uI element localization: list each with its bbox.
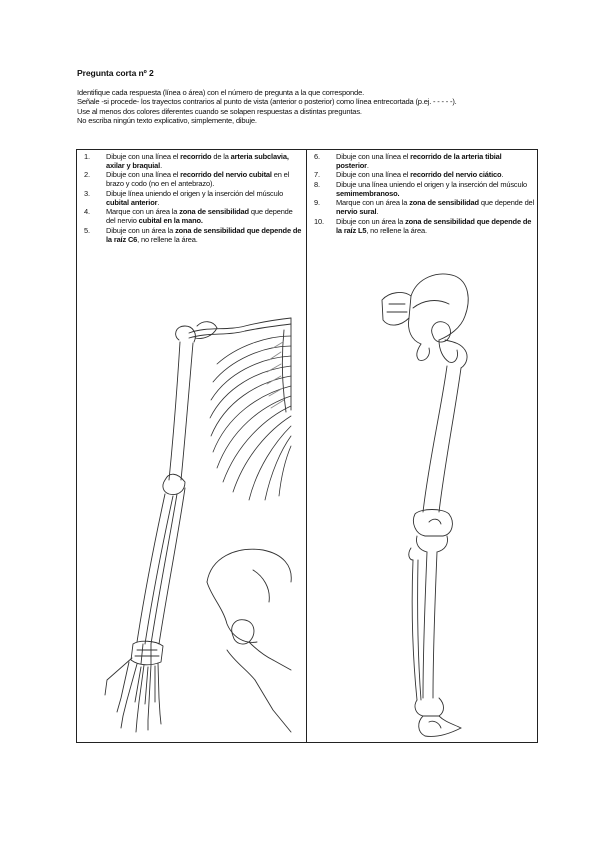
instructions	[77, 88, 539, 126]
question-text: , no rellene la área.	[366, 225, 427, 235]
question-number: 7.	[314, 170, 320, 180]
question-text: que depende del nervio	[106, 207, 293, 226]
question-keyword: arteria subclavia, axilar y braquial	[106, 152, 289, 170]
question-text: Dibuje una línea uniendo el origen y la inserción del músculo	[336, 179, 527, 189]
question-keyword: recorrido	[180, 152, 212, 161]
question-text: Marque con un área la	[106, 207, 180, 217]
question-title: Pregunta corta nº 2	[77, 68, 154, 78]
question-text: Dibuje con una línea el	[336, 152, 411, 161]
question-keyword: nervio sural	[336, 207, 377, 217]
question-text: .	[160, 160, 163, 170]
question-keyword: zona de sensibilidad que depende de la raíz C6	[106, 225, 302, 244]
question-text: .	[157, 197, 160, 207]
question-text: Dibuje con una línea el	[336, 170, 411, 180]
question-keyword: cubital anterior	[106, 197, 158, 207]
question-text: .	[366, 160, 369, 170]
question-keyword: zona de sensibilidad	[409, 198, 479, 208]
question-keyword: zona de sensibilidad que depende de la raíz L5	[336, 216, 532, 235]
question-number: 3.	[84, 188, 90, 198]
question-number: 4.	[84, 207, 90, 217]
question-number: 8.	[314, 179, 320, 189]
instruction-3: Use al menos dos colores diferentes cuando se solapen respuestas a distintas preguntas.	[77, 106, 362, 116]
question-keyword: recorrido del nervio ciático	[410, 170, 502, 180]
question-number: 9.	[314, 198, 320, 208]
question-text: , no rellene la área.	[137, 234, 198, 244]
question-text: Dibuje con una línea el	[106, 170, 181, 180]
question-text: Dibuje con un área la	[106, 225, 176, 235]
question-keyword: cubital en la mano.	[138, 216, 203, 226]
question-number: 6.	[314, 152, 320, 161]
answer-table	[76, 149, 538, 743]
question-number: 1.	[84, 152, 90, 161]
question-keyword: recorrido de la arteria tibial posterior	[336, 152, 502, 170]
question-text: Marque con un área la	[336, 198, 410, 208]
question-text: Dibuje línea uniendo el origen y la inserción del músculo	[106, 188, 284, 198]
question-text: que depende del	[478, 198, 535, 208]
question-text: Dibuje con un área la	[336, 216, 406, 226]
question-keyword: zona de sensibilidad	[179, 207, 249, 217]
question-text: .	[376, 207, 379, 217]
instruction-1: Identifique cada respuesta (línea o área) con el número de pregunta a la que corresponde.	[77, 88, 364, 97]
instruction-4: No escriba ningún texto explicativo, simplemente, dibuje.	[77, 116, 257, 126]
lower-limb-skeleton-drawing[interactable]	[77, 150, 537, 742]
question-keyword: semimembranoso.	[336, 188, 400, 198]
question-text: .	[501, 170, 504, 180]
question-number: 5.	[84, 225, 90, 235]
question-number: 10.	[314, 216, 324, 226]
question-text: Dibuje con una línea el	[106, 152, 181, 161]
question-text: en el brazo y codo (no en el antebrazo).	[106, 170, 290, 189]
question-keyword: recorrido del nervio cubital	[180, 170, 272, 180]
question-number: 2.	[84, 170, 90, 180]
instruction-2: Señale -si procede- los trayectos contrarios al punto de vista (anterior o posterior) como línea entrecortada (p.ej. - - - - -).	[77, 97, 457, 107]
question-text: de la	[211, 152, 231, 161]
